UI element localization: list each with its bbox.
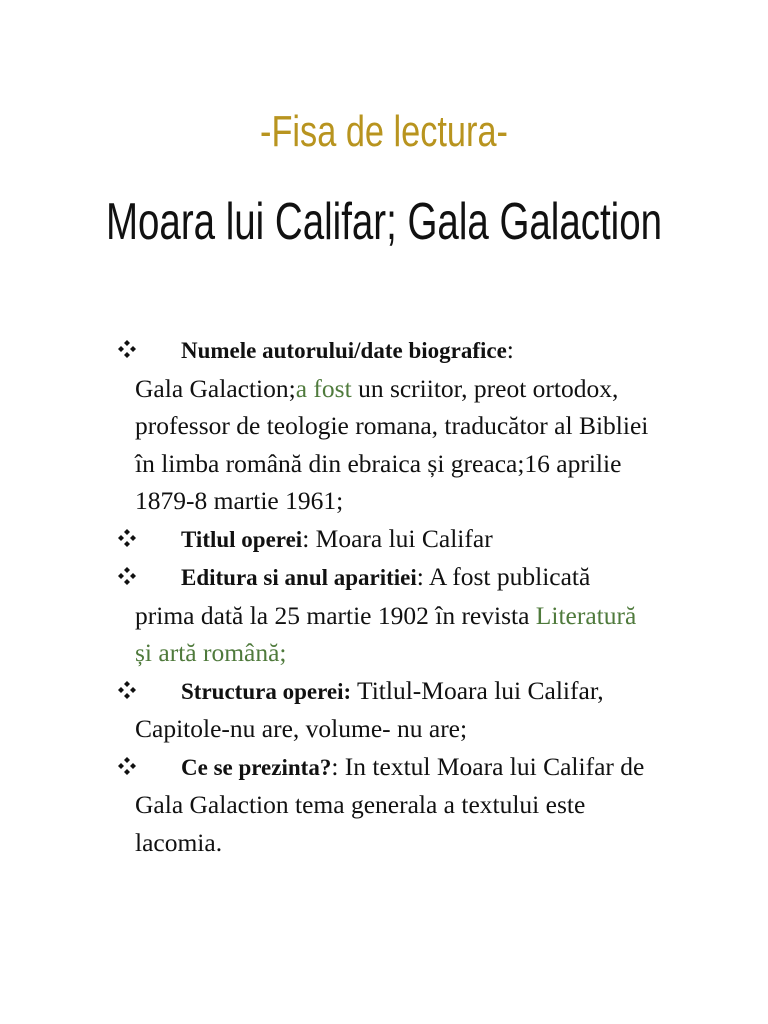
list-item-label: Ce se prezinta? [181, 754, 332, 780]
list-item-text [135, 520, 656, 559]
list-item-structure [116, 672, 656, 748]
bullet-list [116, 331, 656, 861]
list-item-separator: : [302, 523, 310, 553]
list-item-title [116, 520, 656, 559]
diamond-bullet-icon [116, 558, 138, 595]
list-item-publisher [116, 558, 656, 672]
list-item-author [116, 331, 656, 520]
list-item-separator: : [506, 335, 514, 364]
list-item-text [135, 331, 656, 520]
list-item-summary [116, 748, 656, 862]
list-item-body: Titlul-Moara lui Califar, Capitole-nu are, volume- nu are; [135, 675, 604, 743]
list-item-separator: : [331, 751, 339, 781]
list-item-body: Moara lui Califar [309, 523, 493, 553]
page-subtitle: Moara lui Califar; Gala Galaction [105, 193, 663, 251]
page-title: -Fisa de lectura- [260, 107, 508, 156]
list-item-label: Editura si anul aparitiei [181, 565, 417, 590]
list-item-text [135, 558, 656, 672]
list-item-body-continued: un scriitor, preot ortodox, professor de teologie romana, traducător al Bibliei în limba română din ebraica și greaca;16 aprilie 1879-8 martie 1961; [135, 373, 649, 515]
list-item-label: Titlul operei [181, 526, 303, 552]
list-item-text [135, 672, 656, 748]
list-item-label: Structura operei: [181, 678, 352, 704]
list-item-body: A fost publicată prima dată la 25 martie 1902 în revista [135, 562, 591, 630]
list-item-text [135, 748, 656, 862]
diamond-bullet-icon [116, 748, 138, 785]
list-item-separator: : [416, 562, 424, 591]
list-item-label: Numele autorului/date biografice [181, 338, 507, 363]
diamond-bullet-icon [116, 520, 138, 557]
list-item-body: Gala Galaction; [135, 373, 296, 403]
highlighted-text: Literatură și artă română; [135, 600, 637, 667]
list-item-body: In textul Moara lui Califar de Gala Galaction tema generala a textului este lacomia. [135, 751, 645, 857]
diamond-bullet-icon [116, 331, 138, 368]
highlighted-text: a fost [295, 373, 352, 403]
diamond-bullet-icon [116, 672, 138, 709]
